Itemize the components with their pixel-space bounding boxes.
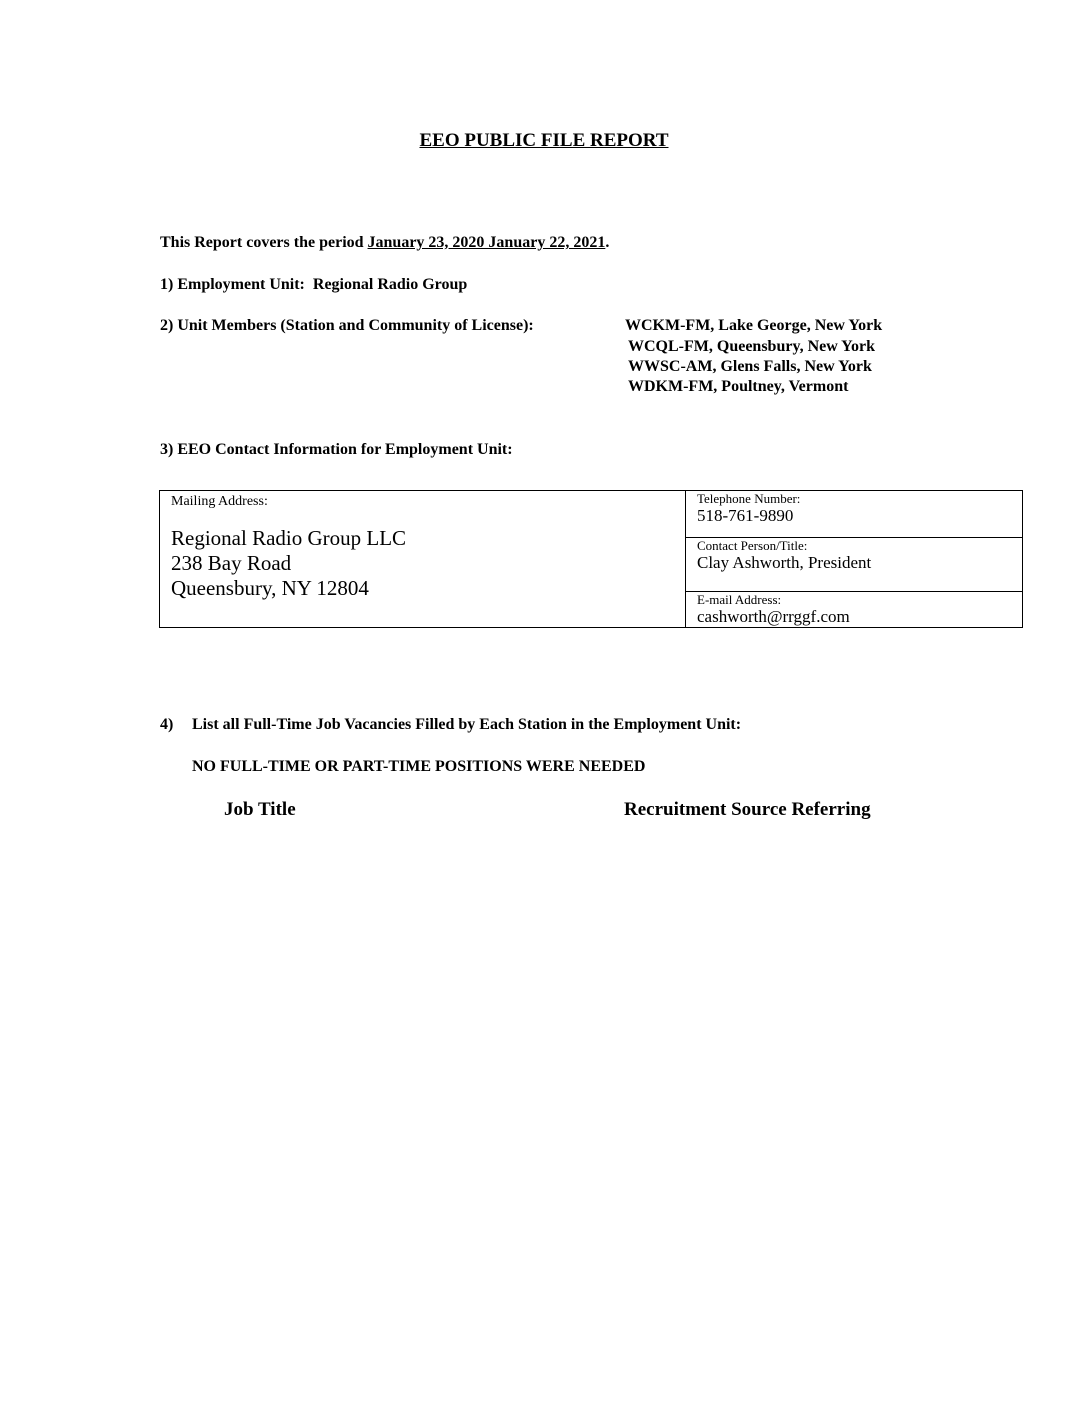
report-title: EEO PUBLIC FILE REPORT: [419, 130, 669, 151]
mailing-address-label: Mailing Address:: [171, 494, 268, 509]
mailing-address-cell: [160, 491, 686, 627]
vacancies-number: 4): [160, 716, 174, 733]
unit-members-label: 2) Unit Members (Station and Community of License):: [160, 317, 534, 334]
vacancies-heading: List all Full-Time Job Vacancies Filled by Each Station in the Employment Unit:: [192, 716, 742, 733]
job-title-column-header: Job Title: [224, 799, 296, 820]
address-line: 238 Bay Road: [171, 551, 292, 575]
report-period: [160, 234, 609, 252]
contact-section-label: 3) EEO Contact Information for Employment Unit:: [160, 441, 513, 458]
telephone-label: Telephone Number:: [697, 491, 801, 506]
vacancies-note: NO FULL-TIME OR PART-TIME POSITIONS WERE NEEDED: [192, 758, 646, 775]
employment-unit: [160, 276, 467, 294]
employment-unit-label: 1) Employment Unit:: [160, 276, 305, 293]
contact-details-column: [686, 491, 1022, 627]
email-cell: [686, 591, 1022, 627]
contact-person-label: Contact Person/Title:: [697, 538, 808, 553]
mailing-address: [171, 526, 406, 601]
contact-person-cell: [686, 537, 1022, 591]
station-item: WCKM-FM, Lake George, New York: [625, 317, 883, 334]
station-item: WDKM-FM, Poultney, Vermont: [628, 378, 849, 395]
email-value: cashworth@rrggf.com: [697, 607, 850, 626]
telephone-cell: [686, 491, 1022, 537]
email-label: E-mail Address:: [697, 592, 782, 607]
telephone-value: 518-761-9890: [697, 506, 794, 525]
employment-unit-value: Regional Radio Group: [312, 276, 468, 293]
period-suffix: .: [605, 234, 610, 251]
period-dates: January 23, 2020 January 22, 2021: [367, 234, 606, 251]
period-prefix: This Report covers the period: [160, 234, 368, 251]
station-item: WCQL-FM, Queensbury, New York: [628, 338, 875, 355]
recruitment-source-column-header: Recruitment Source Referring: [624, 799, 871, 820]
address-line: Queensbury, NY 12804: [171, 576, 369, 600]
contact-person-value: Clay Ashworth, President: [697, 553, 872, 572]
station-item: WWSC-AM, Glens Falls, New York: [628, 358, 872, 375]
contact-info-table: [159, 490, 1023, 628]
address-line: Regional Radio Group LLC: [171, 526, 407, 550]
